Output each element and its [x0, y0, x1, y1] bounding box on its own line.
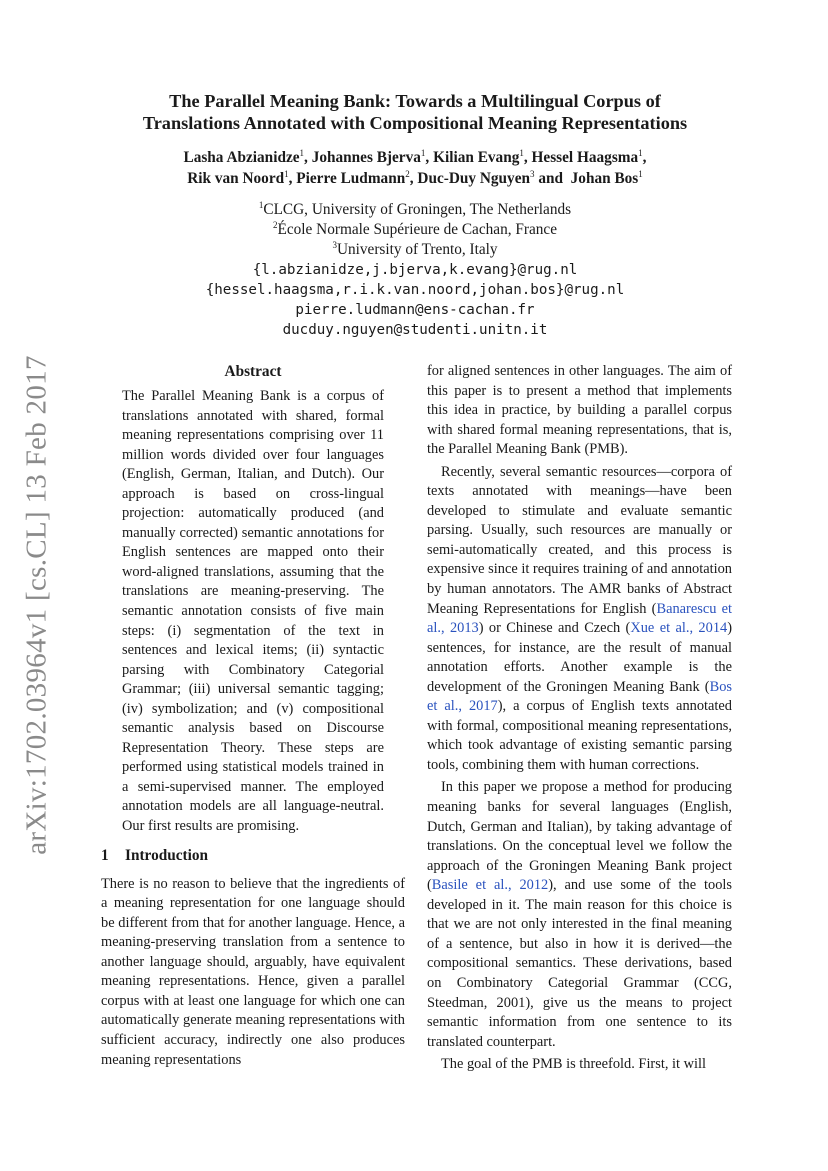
author-separator: ,: [288, 170, 297, 187]
arxiv-stamp-text: arXiv:1702.03964v1 [cs.CL] 13 Feb 2017: [20, 355, 53, 855]
author-separator: and: [534, 170, 567, 187]
author-name: Pierre Ludmann: [296, 170, 406, 187]
email-line[interactable]: {l.abzianidze,j.bjerva,k.evang}@rug.nl: [252, 262, 578, 278]
email-line[interactable]: pierre.ludmann@ens-cachan.fr: [295, 302, 535, 318]
right-column: [427, 362, 732, 1075]
arxiv-stamp: [18, 355, 56, 855]
author-separator: ,: [409, 170, 418, 187]
affiliation-item: [80, 200, 750, 220]
author-affiliation-mark: 3: [530, 169, 535, 179]
citation-link[interactable]: Xue et al., 2014: [630, 620, 728, 637]
affiliation-mark: 1: [258, 200, 264, 210]
title-line-1: The Parallel Meaning Bank: Towards a Multilingual Corpus of: [169, 91, 661, 111]
affiliation-mark: 3: [332, 240, 337, 250]
author-affiliation-mark: 1: [638, 148, 643, 158]
author-name: Johannes Bjerva: [311, 149, 421, 166]
intro-paragraph-2: [427, 463, 732, 776]
intro-paragraph-3: [427, 778, 732, 1052]
author-affiliation-mark: 1: [420, 148, 426, 158]
abstract-text: The Parallel Meaning Bank is a corpus of translations annotated with shared, formal meaning representations comprising over 11 million words divided over four languages (English, German, Italian, and Dutch). Our approach is based on cross-lingual projection: automatically produced (and manually corrected) semantic annotations for English sentences are mapped onto their word-aligned translations, assuming that the translations are meaning-preserving. The semantic annotation consists of five main steps: (i) segmentation of the text in sentences and lexical items; (ii) syntactic parsing with Combinatory Categorial Grammar; (iii) universal semantic tagging; (iv) symbolization; and (v) compositional semantic analysis based on Discourse Representation Theory. These steps are performed using statistical models trained in a semi-supervised manner. The employed annotation models are all language-neutral. Our first results are promising.: [122, 388, 384, 835]
affiliations: [80, 200, 750, 340]
affiliation-text: École Normale Supérieure de Cachan, France: [277, 221, 557, 238]
paragraph-text: ) or Chinese and Czech (: [478, 620, 631, 637]
author-name: Rik van Noord: [187, 170, 285, 187]
author-name: Duc-Duy Nguyen: [417, 170, 531, 187]
authors-line-2: [80, 168, 750, 189]
author-name: Hessel Haagsma: [531, 149, 639, 166]
affiliation-text: CLCG, University of Groningen, The Netherlands: [263, 201, 572, 218]
authors-line-1: [80, 147, 750, 168]
affiliation-item: [80, 240, 750, 260]
intro-paragraph-1: There is no reason to believe that the ingredients of a meaning representation for one language should be different from that for another language. Hence, a meaning-preserving translation from a sentence to another language should, arguably, have equivalent meaning representations. Hence, given a parallel corpus with at least one language for which one can automatically generate meaning representations with sufficient accuracy, indirectly one also produces meaning representations: [101, 875, 405, 1068]
email-line[interactable]: {hessel.haagsma,r.i.k.van.noord,johan.bos}@rug.nl: [205, 282, 625, 298]
citation-link[interactable]: Banarescu et al., 2013: [427, 600, 732, 637]
affiliation-text: University of Trento, Italy: [336, 241, 498, 258]
author-separator: ,: [304, 149, 312, 166]
intro-paragraph-1-continued: for aligned sentences in other languages. The aim of this paper is to present a method that implements this idea in practice, by building a parallel corpus with shared formal meaning representations, that is, the Parallel Meaning Bank (PMB).: [427, 363, 732, 458]
author-separator: ,: [642, 149, 647, 166]
affiliation-item: [80, 220, 750, 240]
paragraph-text: Recently, several semantic resources—corpora of texts annotated with meanings—have been developed to stimulate and evaluate semantic parsing. Usually, such resources are manually or semi-automatically created, and this process is expensive since it requires training of and annotation by human annotators. The AMR banks of Abstract Meaning Representations for English (: [427, 463, 732, 617]
left-column: [101, 362, 405, 1070]
paragraph-text: ), and use some of the tools developed in it. The main reason for this choice is that we are not only interested in the final meaning of a sentence, but also in how it is derived—the compositional semantics. These derivations, based on Combinatory Categorial Grammar (CCG, Steedman, 2001), give us the means to project semantic information from one sentence to its translated counterpart.: [427, 877, 732, 1050]
affiliation-mark: 2: [273, 220, 278, 230]
author-name: Kilian Evang: [433, 149, 520, 166]
author-affiliation-mark: 2: [405, 169, 410, 179]
author-list: [80, 147, 750, 189]
author-affiliation-mark: 1: [519, 148, 524, 158]
paragraph-text: ) sentences, for instance, are the result of manual annotation efforts. Another example is the development of the Groningen Meaning Bank (: [427, 620, 733, 695]
author-name: Johan Bos: [570, 170, 639, 187]
author-affiliation-mark: 1: [638, 169, 643, 179]
author-separator: ,: [523, 149, 532, 166]
citation-link[interactable]: Bos et al., 2017: [427, 678, 732, 715]
title-line-2: Translations Annotated with Compositional Meaning Representations: [142, 113, 688, 133]
author-affiliation-mark: 1: [284, 169, 289, 179]
section-title: Introduction: [125, 846, 209, 864]
author-separator: ,: [425, 149, 434, 166]
paper-title: [80, 90, 750, 134]
author-name: Lasha Abzianidze: [183, 149, 300, 166]
paragraph-text: In this paper we propose a method for producing meaning banks for several languages (English, Dutch, German and Italian), by taking advantage of translations. On the conceptual level we follow the approach of the Groningen Meaning Bank project (: [427, 779, 732, 894]
paragraph-text: ), a corpus of English texts annotated with formal, compositional meaning representations, which took advantage of existing semantic parsing tools, combining them with human corrections.: [427, 698, 732, 773]
citation-link[interactable]: Basile et al., 2012: [431, 877, 549, 894]
email-line[interactable]: ducduy.nguyen@studenti.unitn.it: [282, 322, 548, 338]
section-heading-introduction: [101, 846, 405, 866]
abstract-heading: Abstract: [224, 363, 282, 380]
section-number: 1: [101, 846, 109, 864]
author-affiliation-mark: 1: [299, 148, 305, 158]
intro-paragraph-4: The goal of the PMB is threefold. First, it will: [441, 1056, 707, 1073]
